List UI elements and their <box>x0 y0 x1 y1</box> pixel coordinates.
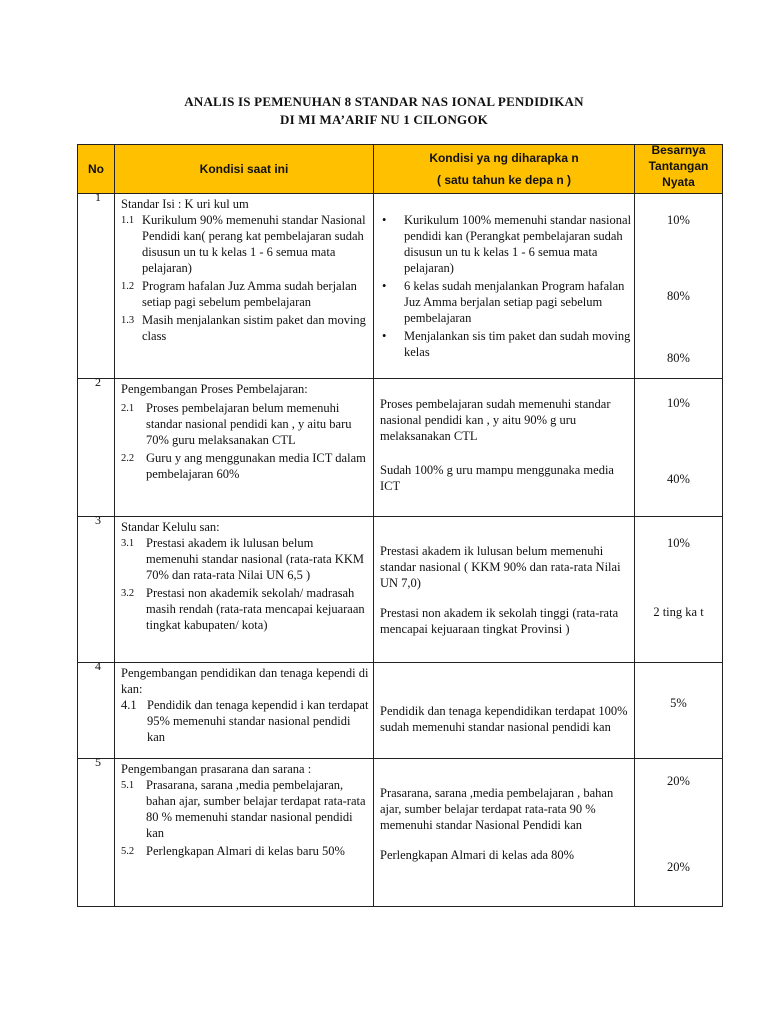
challenge-cell <box>635 759 723 907</box>
table-row <box>78 379 723 517</box>
expected-condition-cell <box>374 663 635 759</box>
list-item: 4.1 Pendidik dan tenaga kependid i kan terdapat 95% memenuhi standar nasional pendidi kan <box>121 698 369 744</box>
list-item: • Menjalankan sis tim paket dan sudah moving kelas <box>382 329 631 359</box>
expected-condition-cell <box>374 517 635 663</box>
challenge-cell <box>635 517 723 663</box>
row-number: 2 <box>78 379 115 517</box>
table-header-row <box>78 145 723 194</box>
row-number: 1 <box>78 194 115 379</box>
expected-condition-cell <box>374 759 635 907</box>
list-item: 1.2 Program hafalan Juz Amma sudah berjalan setiap pagi sebelum pembelajaran <box>121 279 357 309</box>
challenge-value: 80% <box>667 351 690 365</box>
table-row <box>78 517 723 663</box>
row-number: 4 <box>78 663 115 759</box>
list-item: 1.3 Masih menjalankan sistim paket dan moving class <box>121 313 366 343</box>
row-heading: Pengembangan Proses Pembelajaran: <box>121 382 308 396</box>
challenge-value: 10% <box>667 536 690 550</box>
table-row <box>78 194 723 379</box>
challenge-cell <box>635 194 723 379</box>
header-challenge-line1: Besarnya <box>651 143 706 157</box>
list-item: Pendidik dan tenaga kependidikan terdapat 100% sudah memenuhi standar nasional pendidi kan <box>380 704 628 734</box>
challenge-value: 20% <box>667 774 690 788</box>
header-expected-condition <box>374 145 635 194</box>
list-item: 3.1 Prestasi akadem ik lulusan belum memenuhi standar nasional (rata-rata KKM 70% dan rata-rata Nilai UN 6,5 ) <box>121 536 364 582</box>
challenge-value: 5% <box>670 696 687 710</box>
challenge-value: 20% <box>667 860 690 874</box>
current-condition-cell <box>115 663 374 759</box>
document-title-line2: DI MI MA’ARIF NU 1 CILONGOK <box>280 112 488 127</box>
row-heading: Standar Isi : K uri kul um <box>121 197 249 211</box>
current-condition-cell <box>115 379 374 517</box>
expected-condition-cell <box>374 194 635 379</box>
header-current-condition: Kondisi saat ini <box>115 145 374 194</box>
row-heading: Pengembangan pendidikan dan tenaga kependi di kan: <box>121 666 369 696</box>
list-item: Prestasi non akadem ik sekolah tinggi (rata-rata mencapai kejuaraan tingkat Provinsi ) <box>380 606 619 636</box>
challenge-value: 2 ting ka t <box>653 605 704 619</box>
challenge-value: 40% <box>667 472 690 486</box>
list-item: Sudah 100% g uru mampu menggunaka media ICT <box>380 463 614 493</box>
challenge-value: 80% <box>667 289 690 303</box>
list-item: • 6 kelas sudah menjalankan Program hafalan Juz Amma berjalan setiap pagi sebelum pembelajaran <box>382 279 625 325</box>
table-row <box>78 759 723 907</box>
current-condition-cell <box>115 194 374 379</box>
list-item: 3.2 Prestasi non akademik sekolah/ madrasah masih rendah (rata-rata mencapai kejuaraan tingkat kabupaten/ kota) <box>121 586 365 632</box>
header-no: No <box>78 145 115 194</box>
row-number: 3 <box>78 517 115 663</box>
table-row <box>78 663 723 759</box>
list-item: Perlengkapan Almari di kelas ada 80% <box>380 848 575 862</box>
list-item: 1.1 Kurikulum 90% memenuhi standar Nasional Pendidi kan( perang kat pembelajaran sudah disusun un tu k kelas 1 - 6 semua mata pelajaran) <box>121 213 366 275</box>
current-condition-cell <box>115 517 374 663</box>
list-item: 5.2 Perlengkapan Almari di kelas baru 50% <box>121 844 345 858</box>
expected-condition-cell <box>374 379 635 517</box>
document-title-line1: ANALIS IS PEMENUHAN 8 STANDAR NAS IONAL PENDIDIKAN <box>184 94 584 109</box>
header-challenge-line2: Tantangan <box>648 159 709 173</box>
row-heading: Standar Kelulu san: <box>121 520 220 534</box>
list-item: Proses pembelajaran sudah memenuhi standar nasional pendidi kan , y aitu 90% g uru melaksanakan CTL <box>380 397 611 443</box>
header-challenge-line3: Nyata <box>662 175 695 189</box>
challenge-value: 10% <box>667 396 690 410</box>
list-item: Prestasi akadem ik lulusan belum memenuhi standar nasional ( KKM 90% dan rata-rata Nilai UN 7,0) <box>380 544 621 590</box>
list-item: 2.1 Proses pembelajaran belum memenuhi standar nasional pendidi kan , y aitu baru 70% guru melaksanakan CTL <box>121 401 352 447</box>
challenge-cell <box>635 379 723 517</box>
list-item: 5.1 Prasarana, sarana ,media pembelajaran, bahan ajar, sumber belajar terdapat rata-rata 80 % memenuhi standar nasional pendidi kan <box>121 778 366 840</box>
challenge-cell <box>635 663 723 759</box>
row-heading: Pengembangan prasarana dan sarana : <box>121 762 312 776</box>
header-challenge <box>635 145 723 194</box>
standards-table <box>77 144 723 907</box>
header-expected-line2: ( satu tahun ke depa n ) <box>436 173 571 187</box>
list-item: Prasarana, sarana ,media pembelajaran , bahan ajar, sumber belajar terdapat rata-rata 90 % memenuhi standar Nasional Pendidi kan <box>380 786 614 832</box>
header-expected-line1: Kondisi ya ng diharapka n <box>429 151 579 165</box>
list-item: • Kurikulum 100% memenuhi standar nasional pendidi kan (Perangkat pembelajaran sudah disusun un tu k kelas 1 - 6 semua mata pelajaran) <box>382 213 632 275</box>
current-condition-cell <box>115 759 374 907</box>
list-item: 2.2 Guru y ang menggunakan media ICT dalam pembelajaran 60% <box>121 451 366 481</box>
row-number: 5 <box>78 759 115 907</box>
challenge-value: 10% <box>667 213 690 227</box>
